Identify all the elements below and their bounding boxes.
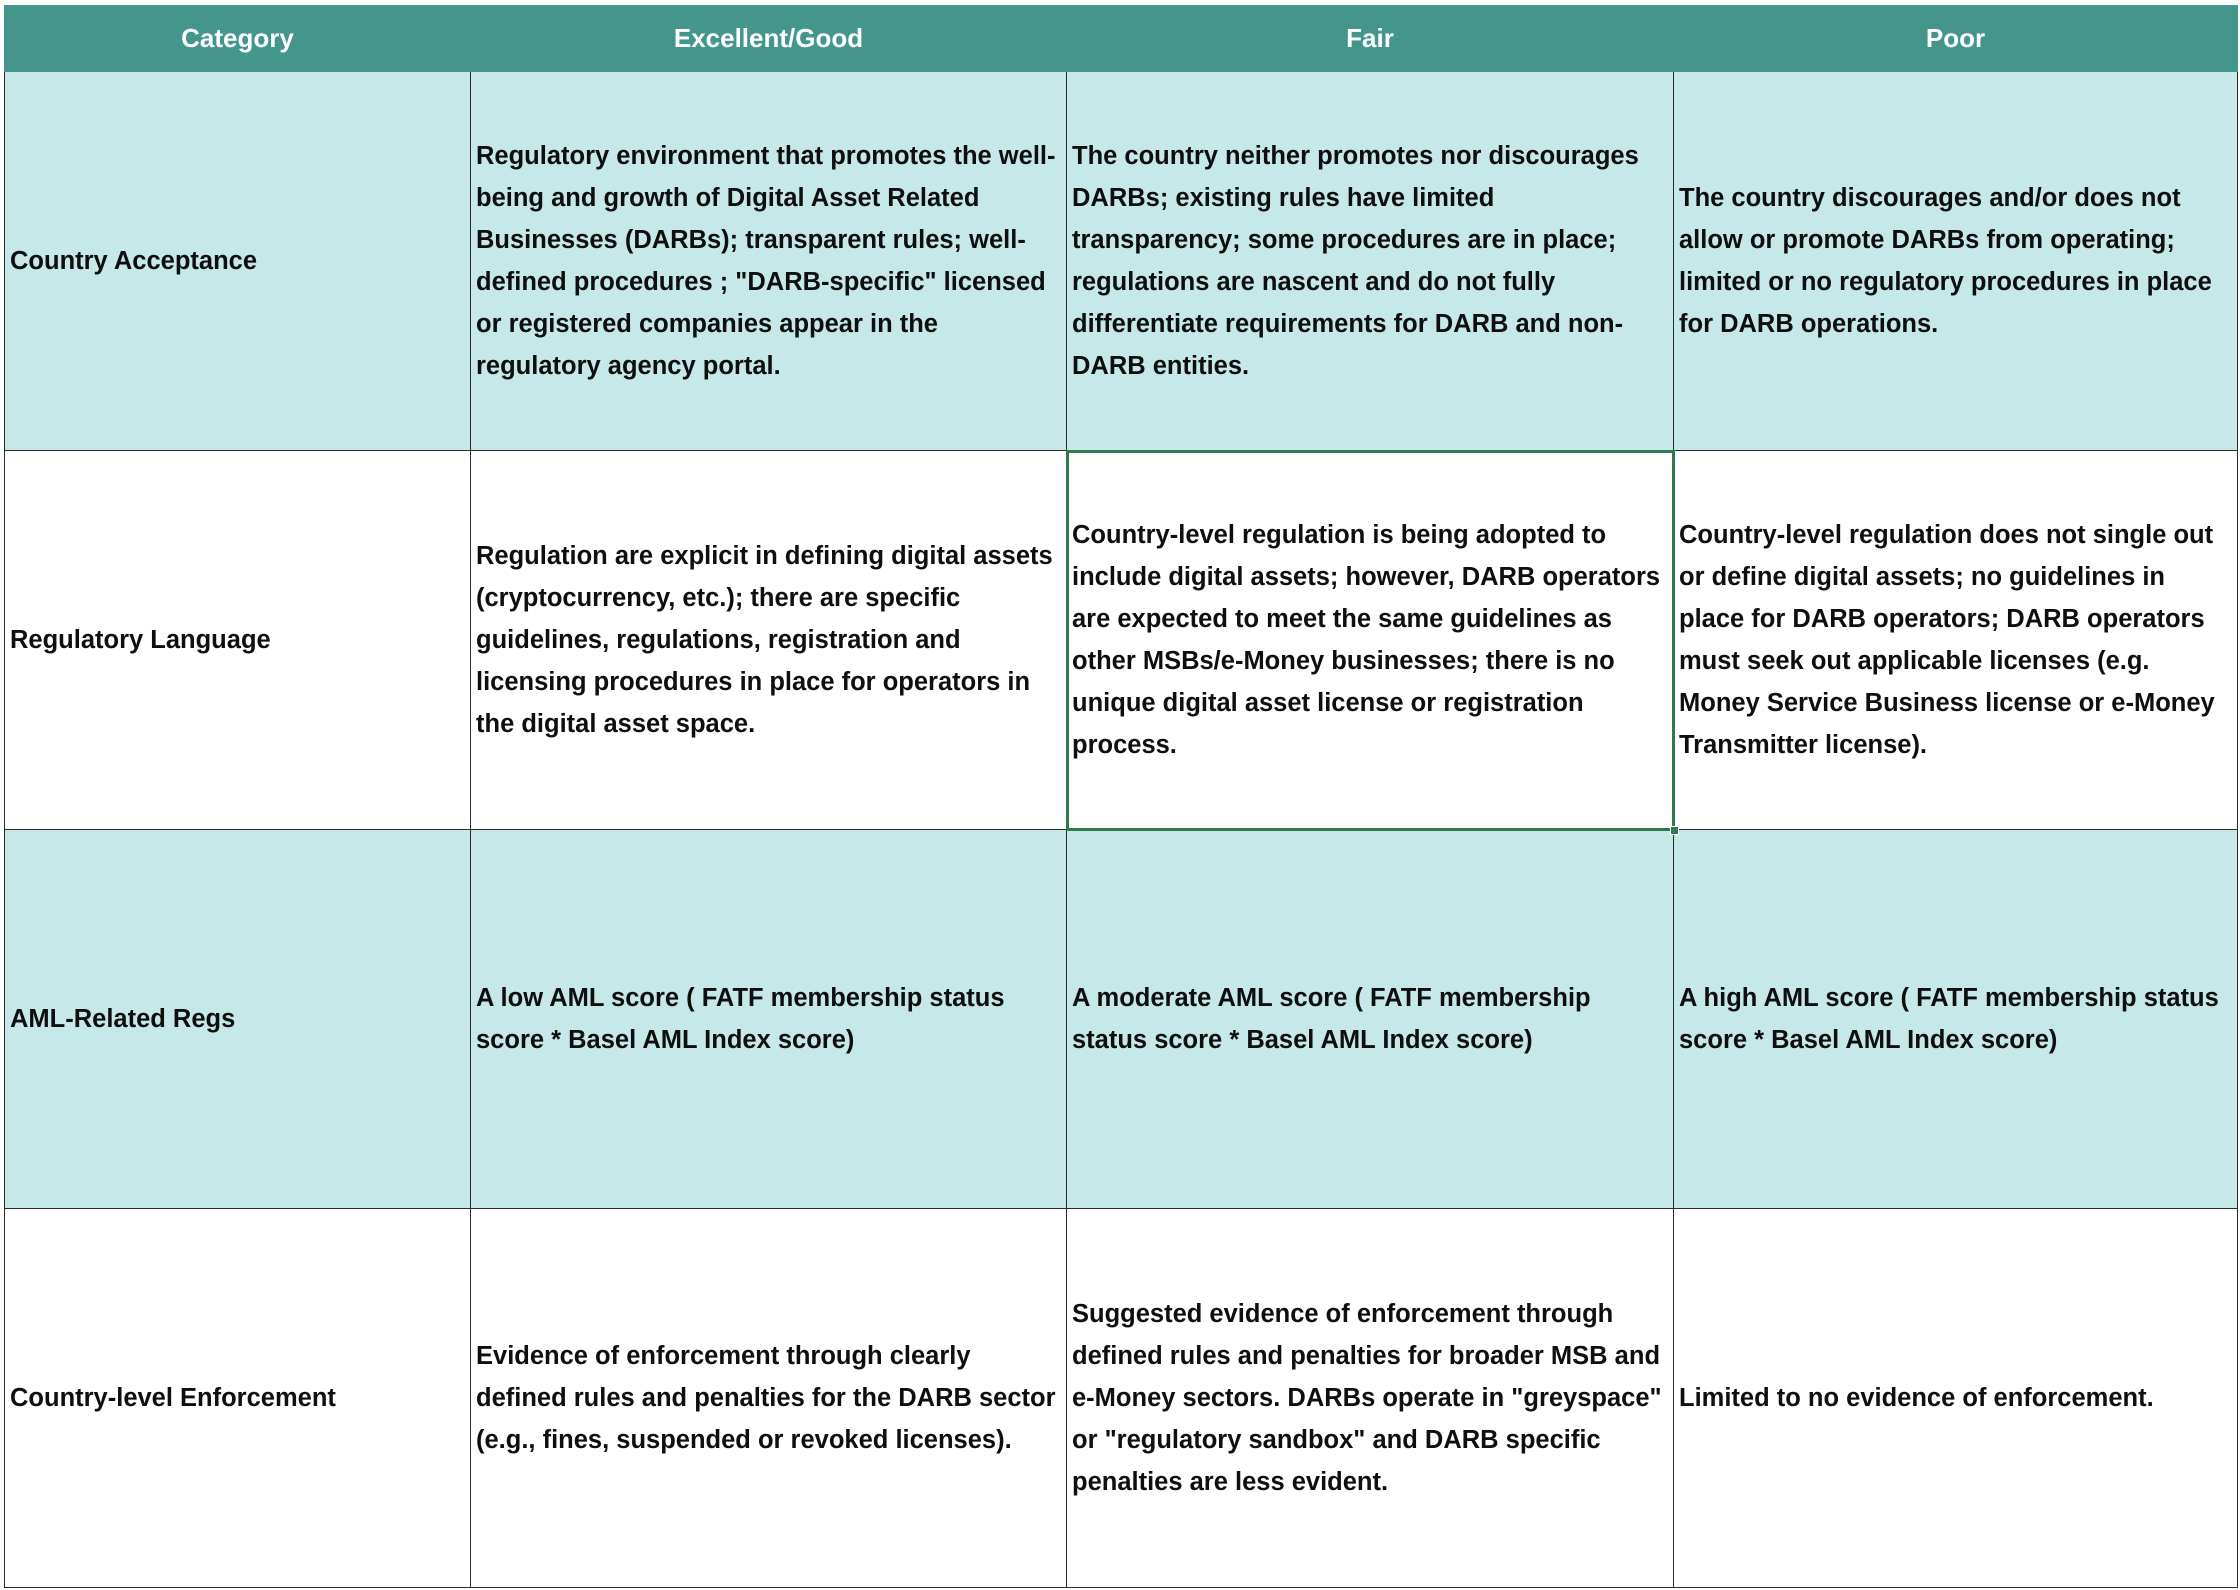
poor-cell[interactable]: A high AML score ( FATF membership status score * Basel AML Index score): [1674, 830, 2238, 1209]
selected-cell-text: Country-level regulation is being adopted to include digital assets; however, DARB operators are expected to meet the same guidelines as other MSBs/e-Money businesses; there is no unique digital asset license or registration process.: [1072, 521, 1661, 759]
fair-cell[interactable]: The country neither promotes nor discourages DARBs; existing rules have limited transparency; some procedures are in place; regulations are nascent and do not fully differentiate requirements for DARB and non-DARB entities.: [1067, 72, 1674, 451]
table-row: [5, 830, 2238, 1209]
poor-cell[interactable]: Limited to no evidence of enforcement.: [1674, 1209, 2238, 1588]
table-row: [5, 451, 2238, 830]
header-row: [5, 6, 2238, 72]
header-cell-excellent-good[interactable]: Excellent/Good: [471, 6, 1067, 72]
table-row: [5, 72, 2238, 451]
rating-criteria-table: [4, 5, 2238, 1588]
excellent-good-cell[interactable]: Regulatory environment that promotes the well-being and growth of Digital Asset Related Businesses (DARBs); transparent rules; well-defined procedures ; "DARB-specific" licensed or registered companies appear in the regulatory agency portal.: [471, 72, 1067, 451]
poor-cell[interactable]: Country-level regulation does not single out or define digital assets; no guidelines in place for DARB operators; DARB operators must seek out applicable licenses (e.g. Money Service Business license or e-Money Transmitter license).: [1674, 451, 2238, 830]
excellent-good-cell[interactable]: Regulation are explicit in defining digital assets (cryptocurrency, etc.); there are specific guidelines, regulations, registration and licensing procedures in place for operators in the digital asset space.: [471, 451, 1067, 830]
excellent-good-cell[interactable]: A low AML score ( FATF membership status score * Basel AML Index score): [471, 830, 1067, 1209]
category-cell[interactable]: AML-Related Regs: [5, 830, 471, 1209]
category-cell[interactable]: Country-level Enforcement: [5, 1209, 471, 1588]
category-cell[interactable]: Country Acceptance: [5, 72, 471, 451]
fair-cell[interactable]: A moderate AML score ( FATF membership status score * Basel AML Index score): [1067, 830, 1674, 1209]
excellent-good-cell[interactable]: Evidence of enforcement through clearly defined rules and penalties for the DARB sector (e.g., fines, suspended or revoked licenses).: [471, 1209, 1067, 1588]
header-cell-fair[interactable]: Fair: [1067, 6, 1674, 72]
header-cell-poor[interactable]: Poor: [1674, 6, 2238, 72]
poor-cell[interactable]: The country discourages and/or does not allow or promote DARBs from operating; limited or no regulatory procedures in place for DARB operations.: [1674, 72, 2238, 451]
selected-fair-cell[interactable]: [1067, 451, 1674, 830]
fair-cell[interactable]: Suggested evidence of enforcement through defined rules and penalties for broader MSB and e-Money sectors. DARBs operate in "greyspace" or "regulatory sandbox" and DARB specific penalties are less evident.: [1067, 1209, 1674, 1588]
fill-handle[interactable]: [1670, 826, 1679, 835]
category-cell[interactable]: Regulatory Language: [5, 451, 471, 830]
table-row: [5, 1209, 2238, 1588]
spreadsheet-grid: [4, 5, 2237, 1588]
header-cell-category[interactable]: Category: [5, 6, 471, 72]
